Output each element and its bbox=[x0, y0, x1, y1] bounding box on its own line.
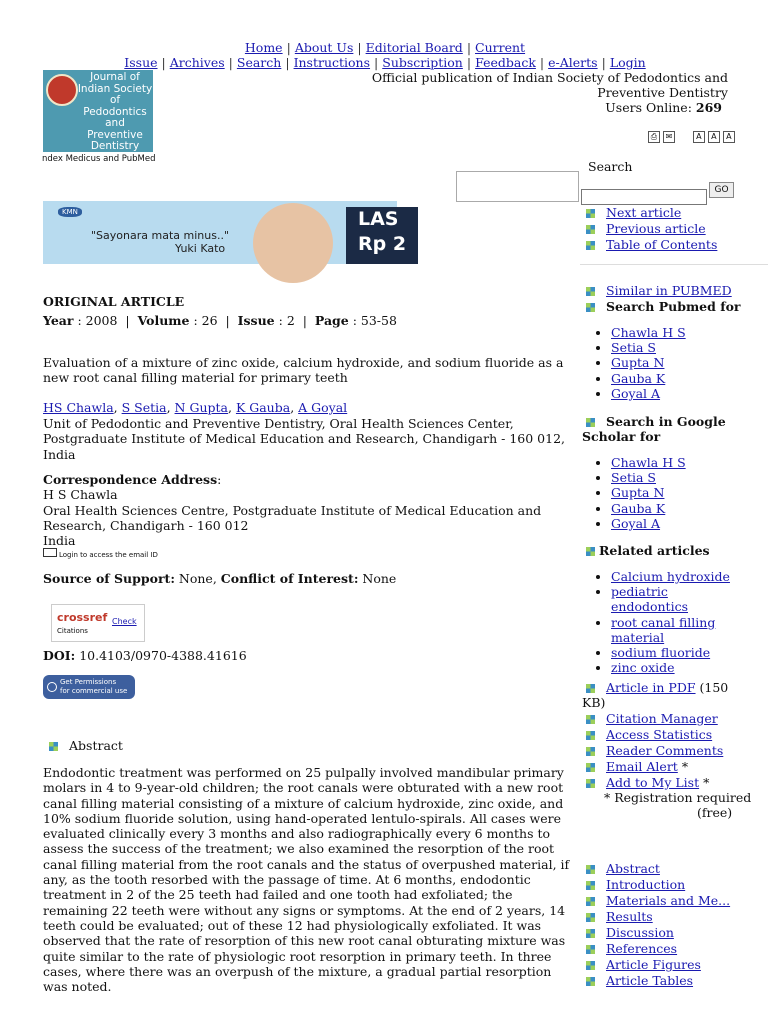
sidebar-related-heading: Related articles bbox=[586, 543, 710, 558]
sidebar-next-article[interactable]: Next article bbox=[586, 205, 681, 220]
nav-current-issue[interactable]: Current Issue bbox=[124, 40, 526, 70]
registration-free: (free) bbox=[697, 805, 733, 820]
top-nav: Home | About Us | Editorial Board | Current Issue | Archives | Search | Instructions | Subscription | Feedback | e-Alerts | Login bbox=[124, 40, 646, 70]
correspondence-country: India bbox=[43, 533, 76, 548]
crossref-citations: Citations bbox=[57, 627, 88, 635]
link-icon bbox=[586, 929, 595, 938]
sidebar-section-abstract[interactable]: Abstract bbox=[586, 861, 660, 876]
sidebar-section-introduction[interactable]: Introduction bbox=[586, 877, 685, 892]
nav-e-alerts[interactable]: e-Alerts bbox=[548, 55, 598, 70]
crossref-check-link[interactable]: Check bbox=[112, 617, 137, 626]
print-icon[interactable]: ⎙ bbox=[648, 131, 660, 143]
link-icon bbox=[586, 241, 595, 250]
sidebar-similar-pubmed[interactable]: Similar in PUBMED bbox=[586, 283, 732, 298]
font-size-large-icon[interactable]: A bbox=[723, 131, 735, 143]
email-login-note[interactable]: Login to access the email ID bbox=[43, 548, 158, 559]
sidebar-google-scholar-heading: Search in Google Scholar for bbox=[582, 414, 726, 444]
sidebar-search-pubmed-heading: Search Pubmed for bbox=[586, 299, 741, 314]
related-link[interactable]: pediatric endodontics bbox=[611, 584, 688, 615]
article-citation-line: Year : 2008 | Volume : 26 | Issue : 2 | Page : 53-58 bbox=[43, 313, 397, 328]
link-icon bbox=[586, 747, 595, 756]
envelope-icon bbox=[43, 548, 57, 557]
banner-promo: LAS Rp 2 bbox=[346, 207, 418, 264]
banner-quote: "Sayonara mata minus.." bbox=[91, 229, 229, 242]
sidebar-section-discussion[interactable]: Discussion bbox=[586, 925, 674, 940]
link-icon bbox=[586, 945, 595, 954]
google-author-list bbox=[611, 455, 686, 531]
google-author-link[interactable]: Setia S bbox=[611, 470, 656, 486]
search-go-button[interactable]: GO bbox=[709, 182, 734, 198]
sidebar-previous-article[interactable]: Previous article bbox=[586, 221, 706, 236]
author-link[interactable]: S Setia bbox=[121, 400, 167, 415]
crossref-badge[interactable] bbox=[51, 604, 145, 642]
sidebar-section-results[interactable]: Results bbox=[586, 909, 653, 924]
sidebar-section-tables[interactable]: Article Tables bbox=[586, 973, 693, 988]
link-icon bbox=[586, 961, 595, 970]
link-icon bbox=[586, 225, 595, 234]
pubinfo-line2: Preventive Dentistry bbox=[597, 85, 728, 100]
pubmed-author-link[interactable]: Goyal A bbox=[611, 385, 661, 401]
article-type: ORIGINAL ARTICLE bbox=[43, 294, 185, 309]
author-link[interactable]: N Gupta bbox=[174, 400, 228, 415]
sidebar-add-to-list[interactable]: Add to My List * bbox=[586, 775, 709, 790]
section-icon bbox=[586, 547, 595, 556]
copyright-icon bbox=[47, 682, 57, 692]
sidebar-divider bbox=[580, 264, 768, 265]
article-pdf-link[interactable]: Article in PDF bbox=[606, 680, 696, 695]
journal-logo[interactable] bbox=[43, 70, 153, 152]
pubmed-author-link[interactable]: Gupta N bbox=[611, 355, 665, 371]
section-icon bbox=[586, 303, 595, 312]
get-permissions-button[interactable]: Get Permissions for commercial use bbox=[43, 675, 135, 699]
sidebar-citation-manager[interactable]: Citation Manager bbox=[586, 711, 718, 726]
section-icon bbox=[586, 418, 595, 427]
correspondence-name: H S Chawla bbox=[43, 487, 118, 502]
banner-person: Yuki Kato bbox=[175, 242, 226, 255]
section-icon bbox=[49, 742, 58, 751]
font-size-medium-icon[interactable]: A bbox=[708, 131, 720, 143]
link-icon bbox=[586, 209, 595, 218]
pubmed-author-link[interactable]: Gauba K bbox=[611, 370, 666, 386]
pubmed-author-list bbox=[611, 325, 686, 401]
nav-search[interactable]: Search bbox=[236, 55, 282, 70]
author-list: HS Chawla, S Setia, N Gupta, K Gauba, A Goyal bbox=[43, 400, 348, 415]
abstract-heading: Abstract bbox=[49, 738, 123, 753]
pdf-icon bbox=[586, 684, 595, 693]
nav-instructions[interactable]: Instructions bbox=[293, 55, 371, 70]
font-size-small-icon[interactable]: A bbox=[693, 131, 705, 143]
article-title: Evaluation of a mixture of zinc oxide, calcium hydroxide, and sodium fluoride as a new root canal filling material for primary teeth bbox=[43, 355, 564, 386]
crossref-logo: crossref bbox=[57, 611, 108, 624]
link-icon bbox=[586, 731, 595, 740]
link-icon bbox=[586, 977, 595, 986]
google-author-link[interactable]: Gauba K bbox=[611, 500, 666, 516]
email-icon[interactable]: ✉ bbox=[663, 131, 675, 143]
correspondence-address: Oral Health Sciences Centre, Postgraduate Institute of Medical Education and Research, Chandigarh - 160 012 bbox=[43, 503, 542, 534]
users-online: Users Online: 269 bbox=[605, 100, 722, 115]
support-conflict: Source of Support: None, Conflict of Interest: None bbox=[43, 571, 397, 586]
users-online-count: 269 bbox=[695, 100, 722, 115]
nav-archives[interactable]: Archives bbox=[169, 55, 225, 70]
indexed-note: ndex Medicus and PubMed bbox=[42, 154, 156, 164]
abstract-text: Endodontic treatment was performed on 25 pulpally involved mandibular primary molars in 4 to 9-year-old children; the root canals were obturated with a new root canal filling material consisting of a mixture of calcium hydroxide, zinc oxide, and 10% sodium fluoride solution, using hand-operated lentulo-spirals. All cases were evaluated clinically every 3 months and also radiographically every 6 months to assess the success of the treatment; we also examined the resorption of the root canal filling material from the root canals and the status of overpushed material, if any, as the tooth resorbed with the passage of time. At 6 months, endodontic treatment in 2 of the 25 teeth had failed and one tooth had exfoliated; the remaining 22 teeth were without any signs or symptoms. At the end of 2 years, 14 teeth could be evaluated; out of these 12 had physiologically exfoliated. It was observed that the rate of resorption of this new root canal obturating mixture was quite similar to the rate of physiologic root resorption in primary teeth. In three cases, where there was an overpush of the mixture, a gradual partial resorption was noted. bbox=[43, 765, 570, 995]
doi: DOI: 10.4103/0970-4388.41616 bbox=[43, 648, 247, 663]
link-icon bbox=[586, 865, 595, 874]
related-link[interactable]: sodium fluoride bbox=[611, 645, 711, 661]
society-emblem-icon bbox=[46, 74, 78, 106]
sidebar-section-materials[interactable]: Materials and Me... bbox=[586, 893, 730, 908]
publication-info bbox=[368, 70, 728, 115]
page-tools bbox=[648, 131, 738, 143]
pubmed-author-link[interactable]: Setia S bbox=[611, 340, 656, 356]
google-author-link[interactable]: Chawla H S bbox=[611, 455, 686, 470]
related-link[interactable]: root canal filling material bbox=[611, 614, 716, 645]
link-icon bbox=[586, 287, 595, 296]
link-icon bbox=[586, 913, 595, 922]
logo-text: Journal of Indian Society of Pedodontics and Preventive Dentistry bbox=[77, 71, 153, 152]
sidebar-toc[interactable]: Table of Contents bbox=[586, 237, 717, 252]
google-author-link[interactable]: Goyal A bbox=[611, 515, 661, 531]
affiliation: Unit of Pedodontic and Preventive Dentistry, Oral Health Sciences Center, Postgraduate Institute of Medical Education and Research, Chandigarh - 160 012, India bbox=[43, 416, 565, 462]
author-link[interactable]: A Goyal bbox=[298, 400, 348, 415]
sidebar-reader-comments[interactable]: Reader Comments bbox=[586, 743, 723, 758]
link-icon bbox=[586, 897, 595, 906]
link-icon bbox=[586, 715, 595, 724]
author-link[interactable]: K Gauba bbox=[235, 400, 291, 415]
google-author-link[interactable]: Gupta N bbox=[611, 485, 665, 501]
advertisement-banner[interactable] bbox=[43, 201, 407, 264]
sidebar-email-alert[interactable]: Email Alert * bbox=[586, 759, 688, 774]
nav-editorial-board[interactable]: Editorial Board bbox=[365, 40, 463, 55]
related-articles-list bbox=[611, 569, 741, 675]
search-input-outer[interactable] bbox=[456, 171, 579, 202]
link-icon bbox=[586, 763, 595, 772]
correspondence-heading: Correspondence Address: bbox=[43, 472, 222, 487]
search-input[interactable] bbox=[581, 189, 707, 205]
link-icon bbox=[586, 779, 595, 788]
sidebar-section-references[interactable]: References bbox=[586, 941, 677, 956]
sidebar-pdf bbox=[582, 680, 742, 710]
sidebar-access-statistics[interactable]: Access Statistics bbox=[586, 727, 712, 742]
registration-note: * Registration required bbox=[604, 790, 752, 805]
nav-about[interactable]: About Us bbox=[294, 40, 354, 55]
banner-model-image bbox=[253, 203, 333, 283]
pubmed-author-link[interactable]: Chawla H S bbox=[611, 325, 686, 340]
search-label: Search bbox=[588, 159, 633, 174]
nav-subscription[interactable]: Subscription bbox=[382, 55, 463, 70]
sidebar-section-figures[interactable]: Article Figures bbox=[586, 957, 701, 972]
author-link[interactable]: HS Chawla bbox=[43, 400, 114, 415]
pdf-size: (150 KB) bbox=[582, 680, 729, 710]
pubinfo-line1: Official publication of Indian Society of Pedodontics and bbox=[371, 70, 728, 85]
related-link[interactable]: zinc oxide bbox=[611, 660, 675, 676]
link-icon bbox=[586, 881, 595, 890]
nav-feedback[interactable]: Feedback bbox=[475, 55, 536, 70]
nav-login[interactable]: Login bbox=[609, 55, 646, 70]
banner-brand: KMN bbox=[58, 207, 82, 217]
nav-home[interactable]: Home bbox=[244, 40, 283, 55]
related-link[interactable]: Calcium hydroxide bbox=[611, 569, 730, 584]
